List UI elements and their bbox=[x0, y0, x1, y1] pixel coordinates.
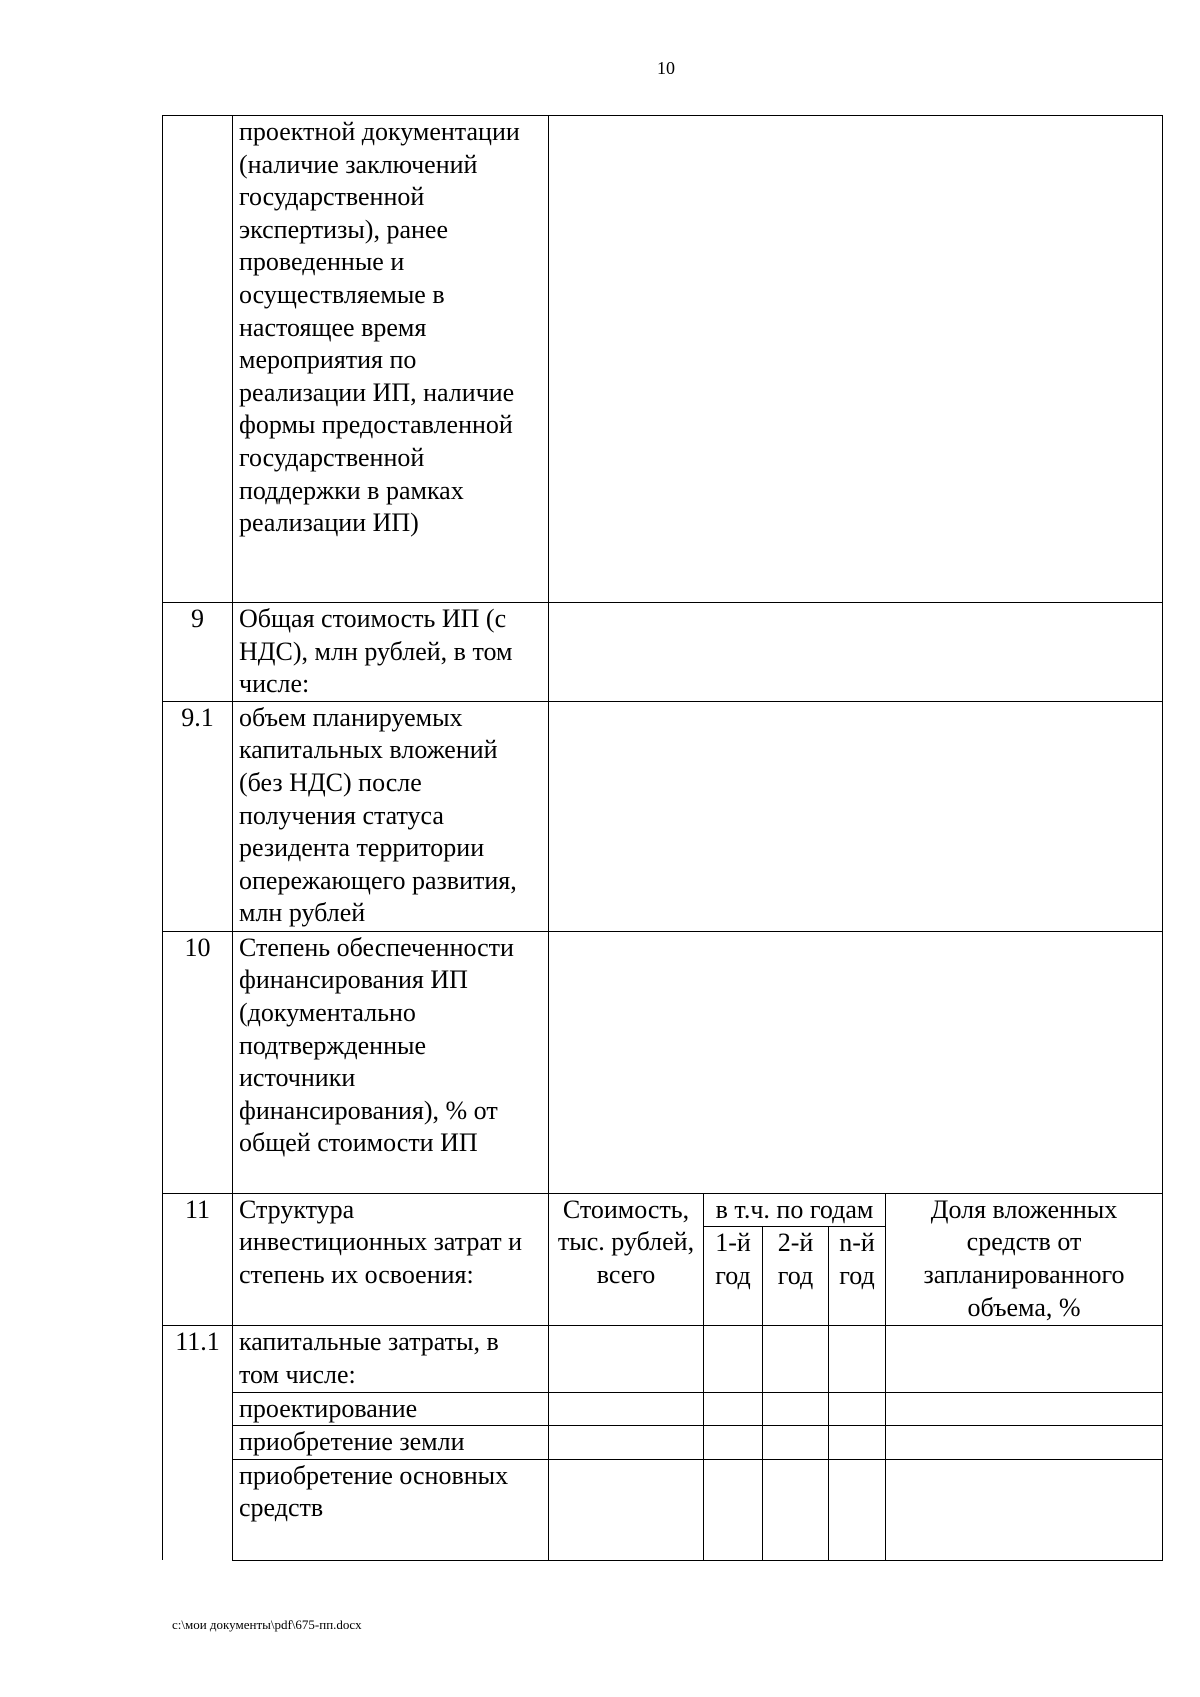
table-row bbox=[163, 603, 1163, 702]
row-label: Общая стоимость ИП (с НДС), млн рублей, в том числе: bbox=[233, 603, 549, 702]
value-cell bbox=[763, 1392, 829, 1426]
value-cell bbox=[549, 603, 1163, 702]
row-label: Структура инвестиционных затрат и степень их освоения: bbox=[233, 1193, 549, 1326]
value-cell bbox=[829, 1326, 886, 1392]
value-cell bbox=[549, 1459, 704, 1560]
share-header: Доля вложенных средств от запланированного объема, % bbox=[886, 1193, 1163, 1326]
value-cell bbox=[763, 1459, 829, 1560]
table-row bbox=[163, 1426, 1163, 1460]
row-label: проектной документации (наличие заключений государственной экспертизы), ранее проведенные и осуществляемые в настоящее время мероприятия по реализации ИП, наличие формы предоставленной государственной поддержки в рамках реализации ИП) bbox=[233, 116, 549, 603]
year-n-header: n-й год bbox=[829, 1227, 886, 1326]
value-cell bbox=[886, 1459, 1163, 1560]
row-number: 11.1 bbox=[163, 1326, 233, 1560]
row-label: Степень обеспеченности финансирования ИП (документально подтвержденные источники финансирования), % от общей стоимости ИП bbox=[233, 931, 549, 1193]
table-row bbox=[163, 1326, 1163, 1392]
row-number: 11 bbox=[163, 1193, 233, 1326]
value-cell bbox=[886, 1392, 1163, 1426]
value-cell bbox=[704, 1392, 763, 1426]
row-number: 9 bbox=[163, 603, 233, 702]
value-cell bbox=[549, 931, 1163, 1193]
value-cell bbox=[549, 1326, 704, 1392]
table-row bbox=[163, 116, 1163, 603]
row-label: приобретение основных средств bbox=[233, 1459, 549, 1560]
row-label: приобретение земли bbox=[233, 1426, 549, 1460]
row-number bbox=[163, 116, 233, 603]
table-row bbox=[163, 1193, 1163, 1227]
value-cell bbox=[704, 1426, 763, 1460]
value-cell bbox=[549, 1426, 704, 1460]
table-row bbox=[163, 1392, 1163, 1426]
row-label: проектирование bbox=[233, 1392, 549, 1426]
value-cell bbox=[886, 1426, 1163, 1460]
table-row bbox=[163, 1459, 1163, 1560]
by-years-header: в т.ч. по годам bbox=[704, 1193, 886, 1227]
year-2-header: 2-й год bbox=[763, 1227, 829, 1326]
document-path-footer: c:\мои документы\pdf\675-пп.docx bbox=[172, 1617, 362, 1632]
row-number: 9.1 bbox=[163, 701, 233, 931]
investment-form-table bbox=[162, 115, 1163, 1561]
value-cell bbox=[829, 1459, 886, 1560]
value-cell bbox=[829, 1426, 886, 1460]
table-row bbox=[163, 701, 1163, 931]
row-label: капитальные затраты, в том числе: bbox=[233, 1326, 549, 1392]
value-cell bbox=[704, 1326, 763, 1392]
value-cell bbox=[549, 116, 1163, 603]
year-1-header: 1-й год bbox=[704, 1227, 763, 1326]
value-cell bbox=[763, 1426, 829, 1460]
row-number: 10 bbox=[163, 931, 233, 1193]
row-label: объем планируемых капитальных вложений (без НДС) после получения статуса резидента территории опережающего развития, млн рублей bbox=[233, 701, 549, 931]
value-cell bbox=[886, 1326, 1163, 1392]
table-row bbox=[163, 931, 1163, 1193]
value-cell bbox=[549, 1392, 704, 1426]
value-cell bbox=[763, 1326, 829, 1392]
value-cell bbox=[549, 701, 1163, 931]
page-number: 10 bbox=[657, 58, 675, 78]
value-cell bbox=[704, 1459, 763, 1560]
value-cell bbox=[829, 1392, 886, 1426]
cost-header: Стоимость, тыс. рублей, всего bbox=[549, 1193, 704, 1326]
